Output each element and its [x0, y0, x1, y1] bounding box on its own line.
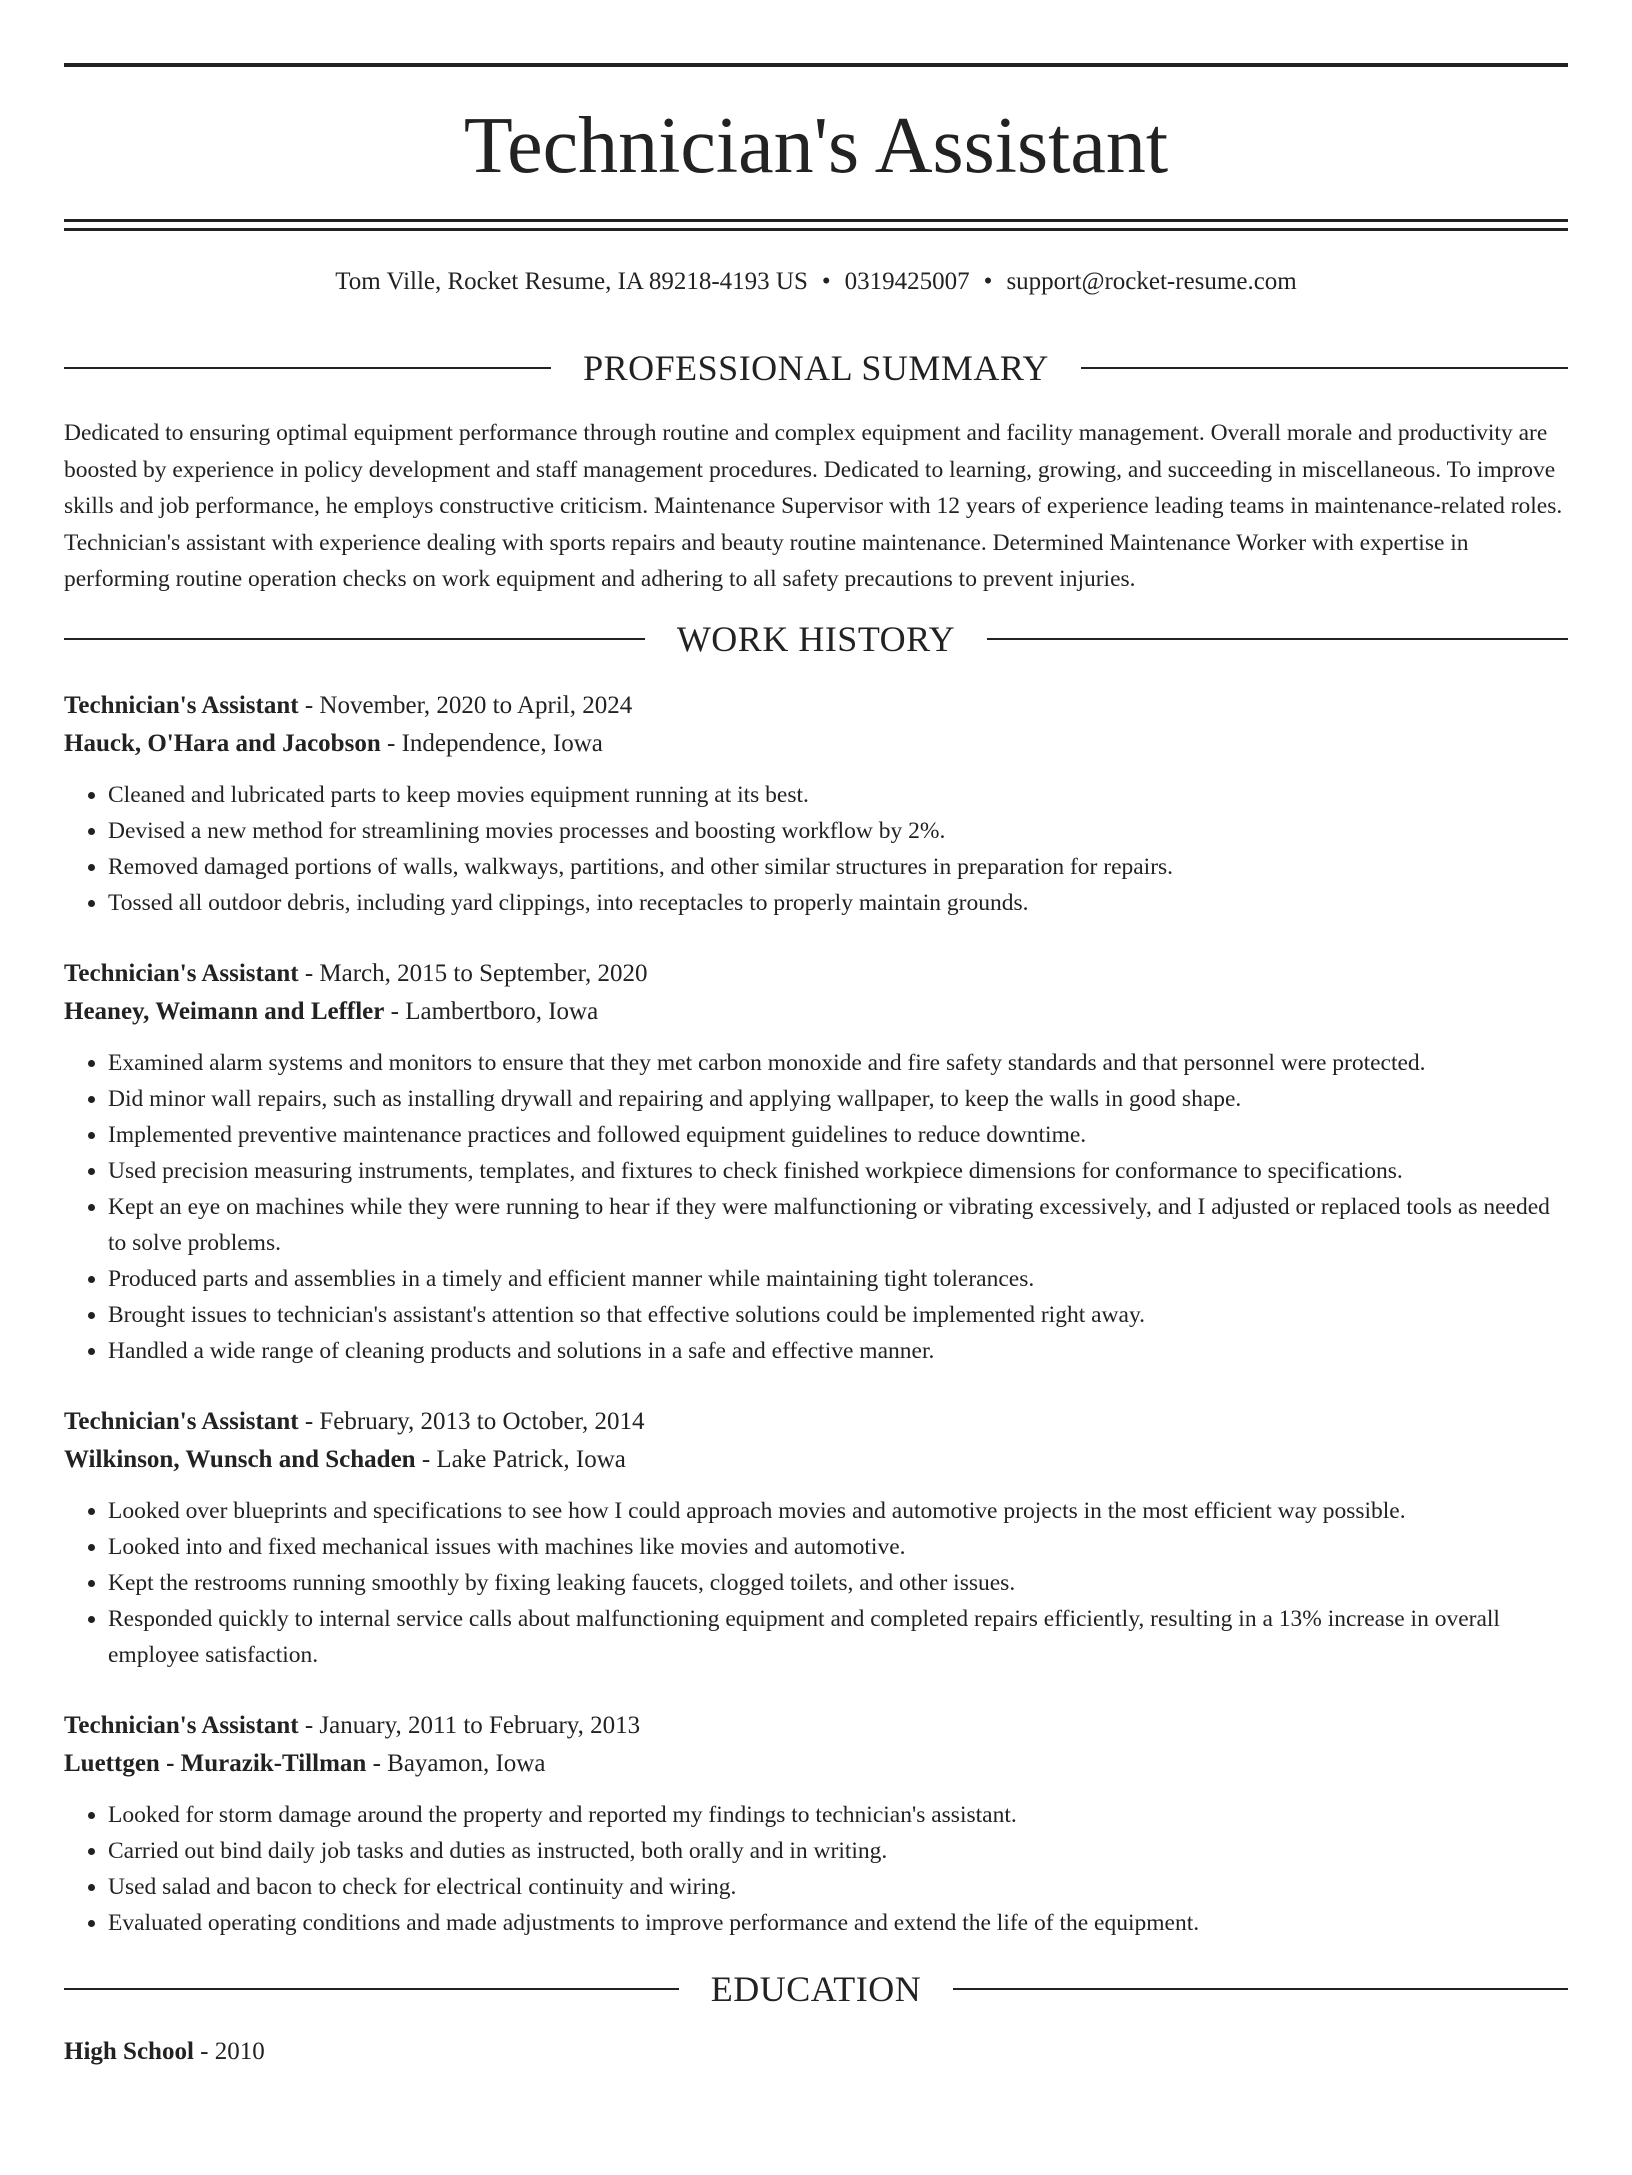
education-year: 2010 — [214, 2038, 265, 2065]
heading-rule — [1081, 367, 1568, 369]
heading-rule — [64, 367, 551, 369]
job-bullet: • Looked over blueprints and specifications to see how I could approach movies and automotive projects in the most efficient way possible. — [108, 1493, 1568, 1529]
section-heading-label: EDUCATION — [710, 1969, 922, 2009]
job-company-line — [64, 725, 1568, 763]
job-company: Luettgen - Murazik-Tillman — [64, 1750, 367, 1777]
job-bullets — [64, 1045, 1568, 1369]
job-title: Technician's Assistant — [64, 1712, 299, 1739]
job-bullet: • Used precision measuring instruments, templates, and fixtures to check finished workpiece dimensions for conformance to specifications. — [108, 1153, 1568, 1189]
summary-paragraph: Dedicated to ensuring optimal equipment performance through routine and complex equipment and facility management. Overall morale and productivity are boosted by experience in policy development and staff management procedures. Dedicated to learning, growing, and succeeding in miscellaneous. To improve skills and job performance, he employs constructive criticism. Maintenance Supervisor with 12 years of experience leading teams in maintenance-related roles. Technician's assistant with experience dealing with sports repairs and beauty routine maintenance. Determined Maintenance Worker with expertise in performing routine operation checks on work equipment and adhering to all safety precautions to prevent injuries. — [64, 420, 1563, 592]
job-dates: March, 2015 to September, 2020 — [319, 960, 648, 987]
job-bullet: • Handled a wide range of cleaning products and solutions in a safe and effective manner. — [108, 1333, 1568, 1369]
job-title-line — [64, 1707, 1568, 1745]
job-entry — [64, 955, 1568, 1369]
job-bullet: • Looked into and fixed mechanical issues with machines like movies and automotive. — [108, 1529, 1568, 1565]
job-bullet: • Looked for storm damage around the property and reported my findings to technician's assistant. — [108, 1797, 1568, 1833]
job-dash: - — [366, 1750, 388, 1777]
job-bullet: • Devised a new method for streamlining movies processes and boosting workflow by 2%. — [108, 813, 1568, 849]
job-company: Wilkinson, Wunsch and Schaden — [64, 1446, 416, 1473]
job-dash: - — [298, 1712, 320, 1739]
education-degree: High School — [64, 2038, 194, 2065]
resume-name: Technician's Assistant — [463, 102, 1169, 190]
job-bullets — [64, 1797, 1568, 1941]
job-bullet: • Examined alarm systems and monitors to ensure that they met carbon monoxide and fire safety standards and that personnel were protected. — [108, 1045, 1568, 1081]
job-bullet: • Tossed all outdoor debris, including yard clippings, into receptacles to properly maintain grounds. — [108, 885, 1568, 921]
top-divider — [64, 63, 1568, 67]
education-entry — [64, 2033, 1568, 2071]
job-company: Hauck, O'Hara and Jacobson — [64, 730, 381, 757]
job-bullet: • Cleaned and lubricated parts to keep movies equipment running at its best. — [108, 777, 1568, 813]
section-heading-label: PROFESSIONAL SUMMARY — [583, 348, 1049, 388]
job-title-line — [64, 687, 1568, 725]
job-company: Heaney, Weimann and Leffler — [64, 998, 385, 1025]
job-location: Independence, Iowa — [401, 730, 603, 757]
job-title-line — [64, 955, 1568, 993]
job-bullet: • Kept the restrooms running smoothly by fixing leaking faucets, clogged toilets, and other issues. — [108, 1565, 1568, 1601]
heading-rule — [987, 638, 1568, 640]
job-entry — [64, 687, 1568, 921]
education-dash: - — [193, 2038, 215, 2065]
name-double-divider — [64, 219, 1568, 231]
job-dates: January, 2011 to February, 2013 — [319, 1712, 641, 1739]
job-title: Technician's Assistant — [64, 1408, 299, 1435]
job-entry — [64, 1403, 1568, 1673]
job-dash: - — [384, 998, 406, 1025]
job-bullet: • Brought issues to technician's assistant's attention so that effective solutions could be implemented right away. — [108, 1297, 1568, 1333]
job-bullet: • Produced parts and assemblies in a timely and efficient manner while maintaining tight tolerances. — [108, 1261, 1568, 1297]
job-bullet: • Kept an eye on machines while they were running to hear if they were malfunctioning or vibrating excessively, and I adjusted or replaced tools as needed to solve problems. — [108, 1189, 1568, 1261]
job-company-line — [64, 993, 1568, 1031]
section-heading-education — [64, 1971, 1568, 2007]
job-location: Bayamon, Iowa — [387, 1750, 546, 1777]
job-bullet: • Carried out bind daily job tasks and duties as instructed, both orally and in writing. — [108, 1833, 1568, 1869]
job-dash: - — [298, 1408, 320, 1435]
job-bullets — [64, 1493, 1568, 1673]
heading-rule — [64, 638, 645, 640]
job-dash: - — [415, 1446, 437, 1473]
contact-address: Tom Ville, Rocket Resume, IA 89218-4193 US — [335, 268, 808, 295]
job-bullet: • Did minor wall repairs, such as installing drywall and repairing and applying wallpaper, to keep the walls in good shape. — [108, 1081, 1568, 1117]
job-bullet: • Used salad and bacon to check for electrical continuity and wiring. — [108, 1869, 1568, 1905]
job-entry — [64, 1707, 1568, 1941]
job-location: Lake Patrick, Iowa — [436, 1446, 626, 1473]
job-dates: November, 2020 to April, 2024 — [319, 692, 633, 719]
contact-separator: • — [821, 268, 831, 295]
job-bullet: • Removed damaged portions of walls, walkways, partitions, and other similar structures in preparation for repairs. — [108, 849, 1568, 885]
job-company-line — [64, 1745, 1568, 1783]
section-heading-work — [64, 621, 1568, 657]
job-dash: - — [298, 692, 320, 719]
resume-page — [0, 63, 1632, 2175]
contact-phone: 0319425007 — [844, 268, 970, 295]
job-location: Lambertboro, Iowa — [405, 998, 599, 1025]
job-bullet: • Responded quickly to internal service calls about malfunctioning equipment and completed repairs efficiently, resulting in a 13% increase in overall employee satisfaction. — [108, 1601, 1568, 1673]
job-bullet: • Implemented preventive maintenance practices and followed equipment guidelines to reduce downtime. — [108, 1117, 1568, 1153]
section-heading-summary — [64, 350, 1568, 386]
section-heading-label: WORK HISTORY — [676, 619, 956, 659]
job-company-line — [64, 1441, 1568, 1479]
job-title-line — [64, 1403, 1568, 1441]
contact-email[interactable]: support@rocket-resume.com — [1006, 268, 1297, 295]
job-bullet: • Evaluated operating conditions and made adjustments to improve performance and extend the life of the equipment. — [108, 1905, 1568, 1941]
job-bullets — [64, 777, 1568, 921]
heading-rule — [64, 1988, 679, 1990]
job-dash: - — [380, 730, 402, 757]
contact-line — [64, 267, 1568, 297]
heading-rule — [953, 1988, 1568, 1990]
job-dash: - — [298, 960, 320, 987]
job-title: Technician's Assistant — [64, 692, 299, 719]
job-dates: February, 2013 to October, 2014 — [319, 1408, 645, 1435]
contact-separator: • — [983, 268, 993, 295]
job-title: Technician's Assistant — [64, 960, 299, 987]
